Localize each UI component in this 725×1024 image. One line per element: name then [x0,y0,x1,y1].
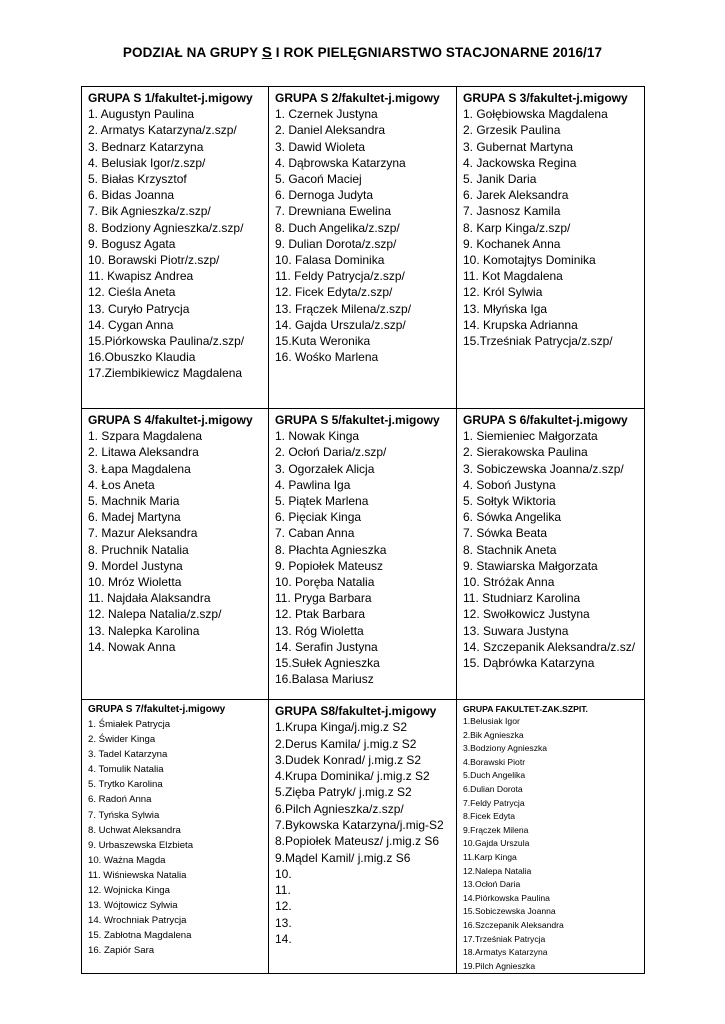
list-item: 16. Zapiór Sara [88,945,155,957]
list-item: 11. Pryga Barbara [275,591,372,606]
list-item: 1. Czernek Justyna [275,107,378,122]
list-item: 7. Jasnosz Kamila [463,204,561,219]
group-cell [457,409,645,700]
list-item: 12. Król Sylwia [463,285,543,300]
list-item: 2. Świder Kinga [88,734,156,746]
list-item: 16.Szczepanik Aleksandra [463,919,564,930]
list-item: 5. Sołtyk Wiktoria [463,494,556,509]
list-item: 15. Zabłotna Magdalena [88,930,192,942]
group-cell [457,87,645,409]
list-item: 14.Piórkowska Paulina [463,892,550,903]
list-item: 9. Dulian Dorota/z.szp/ [275,236,397,251]
list-item: 2. Sierakowska Paulina [463,445,588,460]
group-header: GRUPA S 2/fakultet-j.migowy [275,91,440,105]
list-item: 15.Sobiczewska Joanna [463,906,556,917]
list-item: 10. Borawski Piotr/z.szp/ [88,253,220,268]
list-item: 5. Piątek Marlena [275,494,369,509]
list-item: 10. Mróz Wioletta [88,575,182,590]
group-cell [457,700,645,974]
list-item: 14. Krupska Adrianna [463,317,578,332]
group-header: GRUPA FAKULTET-ZAK.SZPIT. [463,704,588,714]
list-item: 14. [275,932,292,947]
member-list [88,428,263,655]
list-item: 15.Sułek Agnieszka [275,656,380,671]
group-header: GRUPA S 5/fakultet-j.migowy [275,413,440,427]
title-group-letter: S [261,44,272,61]
list-item: 2. Grzesik Paulina [463,123,561,138]
list-item: 3. Tadel Katarzyna [88,749,168,761]
list-item: 12. Nalepa Natalia/z.szp/ [88,607,222,622]
list-item: 4.Borawski Piotr [463,756,526,767]
list-item: 9. Popiołek Mateusz [275,558,384,573]
list-item: 6. Madej Martyna [88,510,181,525]
list-item: 4. Jackowska Regina [463,155,577,170]
group-cell [82,700,269,974]
list-item: 2.Derus Kamila/ j.mig.z S2 [275,736,417,751]
list-item: 4. Belusiak Igor/z.szp/ [88,155,206,170]
list-item: 6. Dernoga Judyta [275,188,374,203]
list-item: 7. Drewniana Ewelina [275,204,392,219]
list-item: 14. Nowak Anna [88,639,176,654]
list-item: 17.Ziembikiewicz Magdalena [88,366,243,381]
groups-row-3 [82,700,645,974]
page-title [0,44,725,61]
list-item: 9. Stawiarska Małgorzata [463,558,598,573]
groups-table [81,86,645,974]
list-item: 12. Ptak Barbara [275,607,366,622]
list-item: 8.Ficek Edyta [463,811,516,822]
list-item: 13. Frączek Milena/z.szp/ [275,301,412,316]
list-item: 6. Radoń Anna [88,794,152,806]
list-item: 12. Cieśla Aneta [88,285,176,300]
list-item: 6.Pilch Agnieszka/z.szp/ [275,801,404,816]
list-item: 6. Sówka Angelika [463,510,562,525]
list-item: 11. Studniarz Karolina [463,591,581,606]
list-item: 8. Karp Kinga/z.szp/ [463,220,571,235]
list-item: 9. Mordel Justyna [88,558,183,573]
list-item: 8. Płachta Agnieszka [275,542,387,557]
list-item: 4. Łos Aneta [88,477,155,492]
list-item: 2. Ocłoń Daria/z.szp/ [275,445,387,460]
list-item: 10.Gajda Urszula [463,838,530,849]
list-item: 15. Dąbrówka Katarzyna [463,656,595,671]
list-item: 14. Serafin Justyna [275,639,378,654]
list-item: 10. [275,866,292,881]
list-item: 11. Wiśniewska Natalia [88,869,187,881]
list-item: 7.Bykowska Katarzyna/j.mig-S2 [275,817,444,832]
list-item: 10. Falasa Dominika [275,253,385,268]
list-item: 4.Krupa Dominika/ j.mig.z S2 [275,769,430,784]
list-item: 1. Augustyn Paulina [88,107,195,122]
list-item: 1. Śmiałek Patrycja [88,719,171,730]
list-item: 7. Sówka Beata [463,526,548,541]
list-item: 6. Jarek Aleksandra [463,188,569,203]
list-item: 9. Bogusz Agata [88,236,176,251]
list-item: 13.Ocłoń Daria [463,879,521,890]
list-item: 7. Tyńska Sylwia [88,809,160,821]
member-list [463,428,639,671]
list-item: 8.Popiołek Mateusz/ j.mig.z S6 [275,834,440,849]
group-cell [82,409,269,700]
list-item: 15.Kuta Weronika [275,334,371,349]
title-suffix: I ROK PIELĘGNIARSTWO STACJONARNE 2016/17 [271,45,603,60]
list-item: 13. Nalepka Karolina [88,623,200,638]
list-item: 1.Krupa Kinga/j.mig.z S2 [275,720,408,735]
member-list [275,106,451,365]
group-cell [82,87,269,409]
list-item: 8. Duch Angelika/z.szp/ [275,220,400,235]
list-item: 12.Nalepa Natalia [463,865,532,876]
list-item: 7. Mazur Aleksandra [88,526,198,541]
list-item: 2. Litawa Aleksandra [88,445,199,460]
member-list [88,717,263,959]
group-cell [269,87,457,409]
list-item: 11. Feldy Patrycja/z.szp/ [275,269,405,284]
group-cell [269,409,457,700]
list-item: 5. Janik Daria [463,172,537,187]
list-item: 17.Trześniak Patrycja [463,933,546,944]
groups-row-2 [82,409,645,700]
list-item: 11. [275,883,291,898]
list-item: 4. Tomulik Natalia [88,764,164,776]
list-item: 2. Armatys Katarzyna/z.szp/ [88,123,237,138]
list-item: 4. Pawlina Iga [275,477,351,492]
list-item: 3. Dawid Wioleta [275,139,366,154]
list-item: 14. Gajda Urszula/z.szp/ [275,317,406,332]
list-item: 1. Szpara Magdalena [88,429,203,444]
list-item: 10. Ważna Magda [88,854,166,866]
list-item: 1. Siemieniec Małgorzata [463,429,598,444]
list-item: 5. Machnik Maria [88,494,180,509]
list-item: 9. Kochanek Anna [463,236,561,251]
list-item: 8. Uchwat Aleksandra [88,824,181,836]
list-item: 13. Róg Wioletta [275,623,364,638]
list-item: 3.Bodziony Agnieszka [463,743,548,754]
list-item: 8. Bodziony Agnieszka/z.szp/ [88,220,244,235]
list-item: 3. Bednarz Katarzyna [88,139,204,154]
list-item: 6.Dulian Dorota [463,783,523,794]
list-item: 3. Łapa Magdalena [88,461,191,476]
list-item: 13. Wójtowicz Sylwia [88,900,178,912]
list-item: 15.Piórkowska Paulina/z.szp/ [88,334,245,349]
list-item: 12. [275,899,292,914]
list-item: 9. Urbaszewska Elzbieta [88,839,194,851]
list-item: 10. Komotajtys Dominika [463,253,596,268]
list-item: 5.Zięba Patryk/ j.mig.z S2 [275,785,412,800]
member-list [463,715,639,973]
list-item: 4. Dąbrowska Katarzyna [275,155,406,170]
list-item: 8. Pruchnik Natalia [88,542,189,557]
list-item: 12. Swołkowicz Justyna [463,607,590,622]
list-item: 16.Obuszko Klaudia [88,350,196,365]
list-item: 16.Balasa Mariusz [275,672,374,687]
member-list [275,719,451,947]
list-item: 11. Kot Magdalena [463,269,563,284]
list-item: 13. Suwara Justyna [463,623,569,638]
list-item: 3. Sobiczewska Joanna/z.szp/ [463,461,624,476]
list-item: 14. Cygan Anna [88,317,174,332]
member-list [463,106,639,349]
list-item: 7. Caban Anna [275,526,355,541]
list-item: 6. Bidas Joanna [88,188,175,203]
group-header: GRUPA S 4/fakultet-j.migowy [88,413,253,427]
list-item: 1. Nowak Kinga [275,429,360,444]
list-item: 2. Daniel Aleksandra [275,123,386,138]
list-item: 3. Ogorzałek Alicja [275,461,375,476]
group-header: GRUPA S 7/fakultet-j.migowy [88,704,226,715]
list-item: 11. Kwapisz Andrea [88,269,194,284]
list-item: 13. Curyło Patrycja [88,301,190,316]
list-item: 13. [275,915,292,930]
list-item: 5. Trytko Karolina [88,779,163,791]
list-item: 9.Frączek Milena [463,824,529,835]
list-item: 14. Wrochniak Patrycja [88,915,187,927]
list-item: 7.Feldy Patrycja [463,797,525,808]
list-item: 9.Mądel Kamil/ j.mig.z S6 [275,850,411,865]
list-item: 7. Bik Agnieszka/z.szp/ [88,204,211,219]
list-item: 11.Karp Kinga [463,851,517,862]
list-item: 14. Szczepanik Aleksandra/z.sz/ [463,639,636,654]
list-item: 5. Gacoń Maciej [275,172,362,187]
list-item: 13. Młyńska Iga [463,301,548,316]
list-item: 1.Belusiak Igor [463,716,520,726]
group-header: GRUPA S 3/fakultet-j.migowy [463,91,628,105]
group-header: GRUPA S 6/fakultet-j.migowy [463,413,628,427]
group-header: GRUPA S 1/fakultet-j.migowy [88,91,253,105]
list-item: 3. Gubernat Martyna [463,139,574,154]
group-cell [269,700,457,974]
list-item: 6. Pięciak Kinga [275,510,362,525]
list-item: 15.Trześniak Patrycja/z.szp/ [463,334,613,349]
list-item: 3.Dudek Konrad/ j.mig.z S2 [275,752,422,767]
member-list [275,428,451,687]
list-item: 4. Soboń Justyna [463,477,556,492]
list-item: 5.Duch Angelika [463,770,526,781]
list-item: 11. Najdała Alaksandra [88,591,211,606]
member-list [88,106,263,381]
list-item: 16. Wośko Marlena [275,350,379,365]
list-item: 2.Bik Agnieszka [463,729,524,740]
list-item: 12. Wojnicka Kinga [88,885,170,897]
list-item: 10. Stróżak Anna [463,575,555,590]
list-item: 10. Poręba Natalia [275,575,375,590]
list-item: 1. Gołębiowska Magdalena [463,107,608,122]
list-item: 12. Ficek Edyta/z.szp/ [275,285,393,300]
list-item: 18.Armatys Katarzyna [463,947,548,958]
title-prefix: PODZIAŁ NA GRUPY [122,45,262,60]
list-item: 19.Pilch Agnieszka [463,960,536,971]
list-item: 8. Stachnik Aneta [463,542,557,557]
groups-row-1 [82,87,645,409]
group-header: GRUPA S8/fakultet-j.migowy [275,704,437,718]
list-item: 5. Białas Krzysztof [88,172,187,187]
